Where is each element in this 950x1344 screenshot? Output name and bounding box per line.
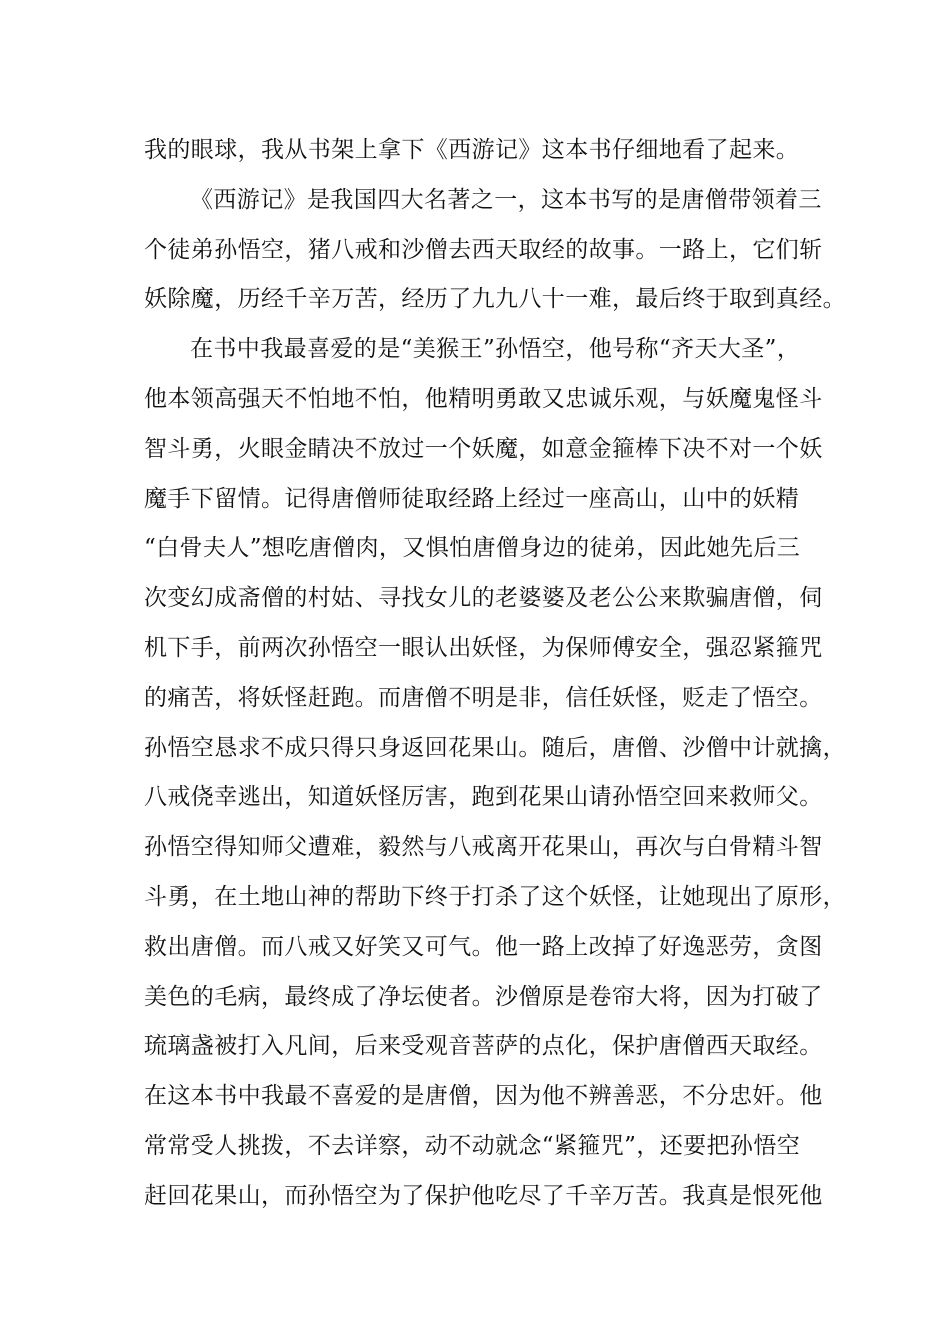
text-line: 的痛苦，将妖怪赶跑。而唐僧不明是非，信任妖怪，贬走了悟空。 — [144, 684, 823, 711]
document-body — [144, 126, 846, 1222]
text-line: 他本领高强天不怕地不怕，他精明勇敢又忠诚乐观，与妖魔鬼怪斗 — [144, 385, 823, 412]
text-line: 琉璃盏被打入凡间，后来受观音菩萨的点化，保护唐僧西天取经。 — [144, 1033, 823, 1060]
text-line: 赶回花果山，而孙悟空为了保护他吃尽了千辛万苦。我真是恨死他 — [144, 1182, 823, 1209]
text-line: 在这本书中我最不喜爱的是唐僧，因为他不辨善恶，不分忠奸。他 — [144, 1083, 823, 1110]
text-line: 救出唐僧。而八戒又好笑又可气。他一路上改掉了好逸恶劳，贪图 — [144, 933, 823, 960]
paragraph-first-line: 《西游记》是我国四大名著之一，这本书写的是唐僧带领着三 — [190, 186, 822, 213]
text-line: 斗勇，在土地山神的帮助下终于打杀了这个妖怪，让她现出了原形， — [144, 883, 846, 910]
text-line: 次变幻成斋僧的村姑、寻找女儿的老婆婆及老公公来欺骗唐僧，伺 — [144, 585, 823, 612]
text-line: 美色的毛病，最终成了净坛使者。沙僧原是卷帘大将，因为打破了 — [144, 983, 823, 1010]
text-line: 智斗勇，火眼金睛决不放过一个妖魔，如意金箍棒下决不对一个妖 — [144, 435, 823, 462]
text-line: 机下手，前两次孙悟空一眼认出妖怪，为保师傅安全，强忍紧箍咒 — [144, 634, 823, 661]
text-line: 魔手下留情。记得唐僧师徒取经路上经过一座高山，山中的妖精 — [144, 485, 800, 512]
paragraph-first-line: 在书中我最喜爱的是“美猴王”孙悟空，他号称“齐天大圣”， — [190, 336, 801, 363]
text-line: 妖除魔，历经千辛万苦，经历了九九八十一难，最后终于取到真经。 — [144, 286, 846, 313]
text-line: 我的眼球，我从书架上拿下《西游记》这本书仔细地看了起来。 — [144, 137, 800, 163]
text-line: 八戒侥幸逃出，知道妖怪厉害，跑到花果山请孙悟空回来救师父。 — [144, 784, 823, 811]
text-line: 孙悟空恳求不成只得只身返回花果山。随后，唐僧、沙僧中计就擒， — [144, 734, 846, 761]
text-line: “白骨夫人”想吃唐僧肉，又惧怕唐僧身边的徒弟，因此她先后三 — [144, 535, 801, 562]
text-line: 个徒弟孙悟空，猪八戒和沙僧去西天取经的故事。一路上，它们斩 — [144, 236, 823, 263]
text-line: 孙悟空得知师父遭难，毅然与八戒离开花果山，再次与白骨精斗智 — [144, 834, 823, 861]
text-line: 常常受人挑拨，不去详察，动不动就念“紧箍咒”，还要把孙悟空 — [144, 1132, 801, 1159]
